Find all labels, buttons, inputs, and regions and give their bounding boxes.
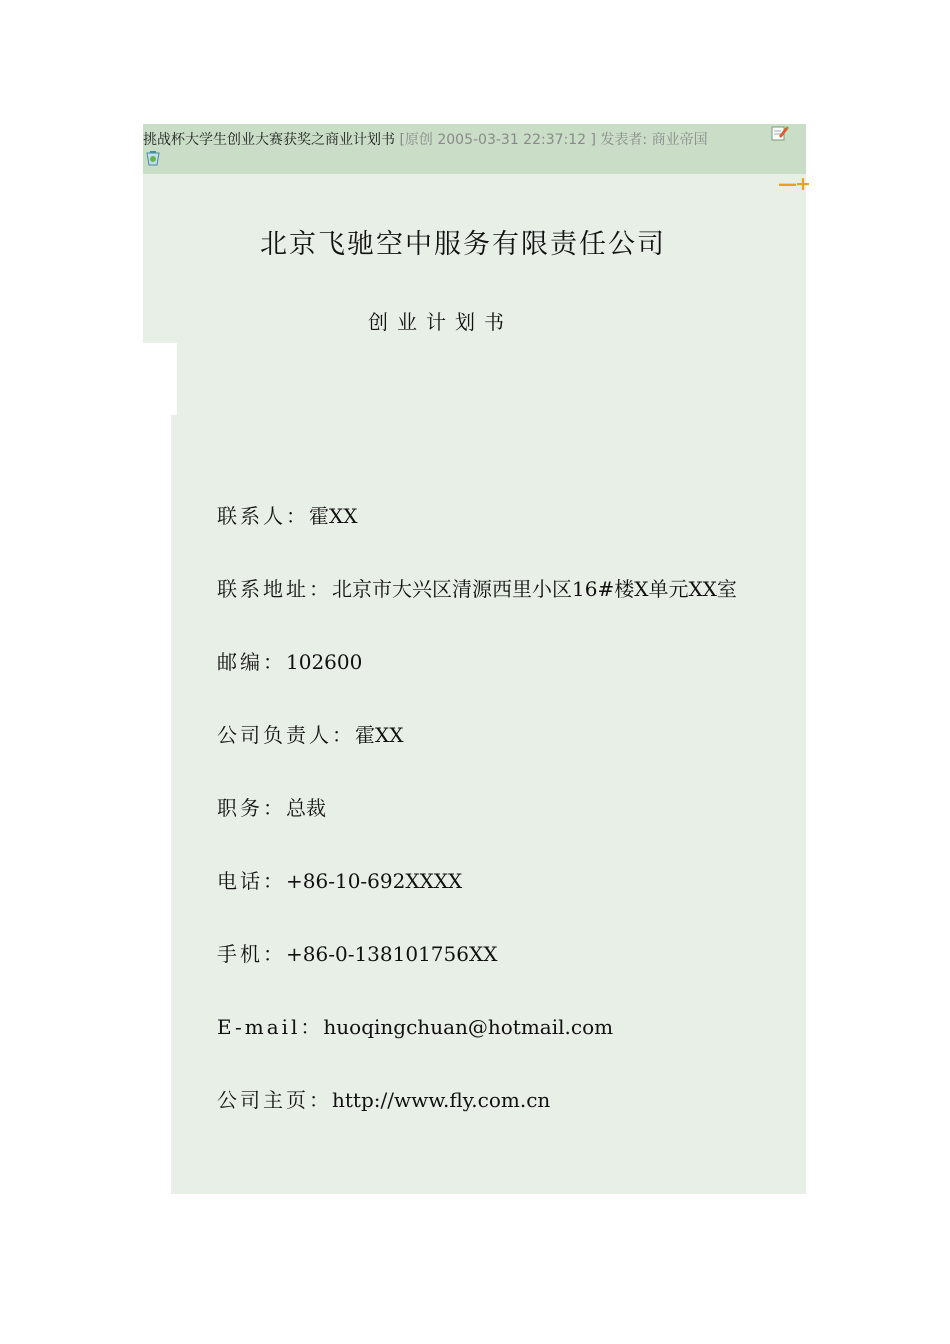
edit-icon[interactable] [771, 125, 789, 141]
content-background-main [171, 343, 806, 1194]
document-subtitle: 创业计划书 [368, 310, 513, 334]
field-postcode: 邮编：102600 [217, 650, 363, 674]
field-phone: 电话：+86-10-692XXXX [217, 869, 463, 893]
field-mobile: 手机：+86-0-138101756XX [217, 942, 498, 966]
post-title[interactable]: 挑战杯大学生创业大赛获奖之商业计划书 [143, 132, 395, 148]
field-company-head: 公司负责人：霍XX [217, 723, 404, 747]
post-title-line [143, 129, 708, 149]
field-position: 职务：总裁 [217, 796, 326, 820]
resize-control[interactable]: —+ [778, 173, 809, 195]
field-contact-person: 联系人：霍XX [217, 504, 358, 528]
field-email: E-mail：huoqingchuan@hotmail.com [217, 1015, 614, 1039]
field-address: 联系地址：北京市大兴区清源西里小区16#楼X单元XX室 [217, 577, 737, 601]
company-name: 北京飞驰空中服务有限责任公司 [260, 229, 666, 260]
delete-icon[interactable] [145, 150, 161, 166]
field-homepage: 公司主页：http://www.fly.com.cn [217, 1088, 551, 1112]
content-gap [143, 343, 177, 415]
post-meta: [原创 2005-03-31 22:37:12 ] 发表者: 商业帝国 [395, 132, 708, 148]
